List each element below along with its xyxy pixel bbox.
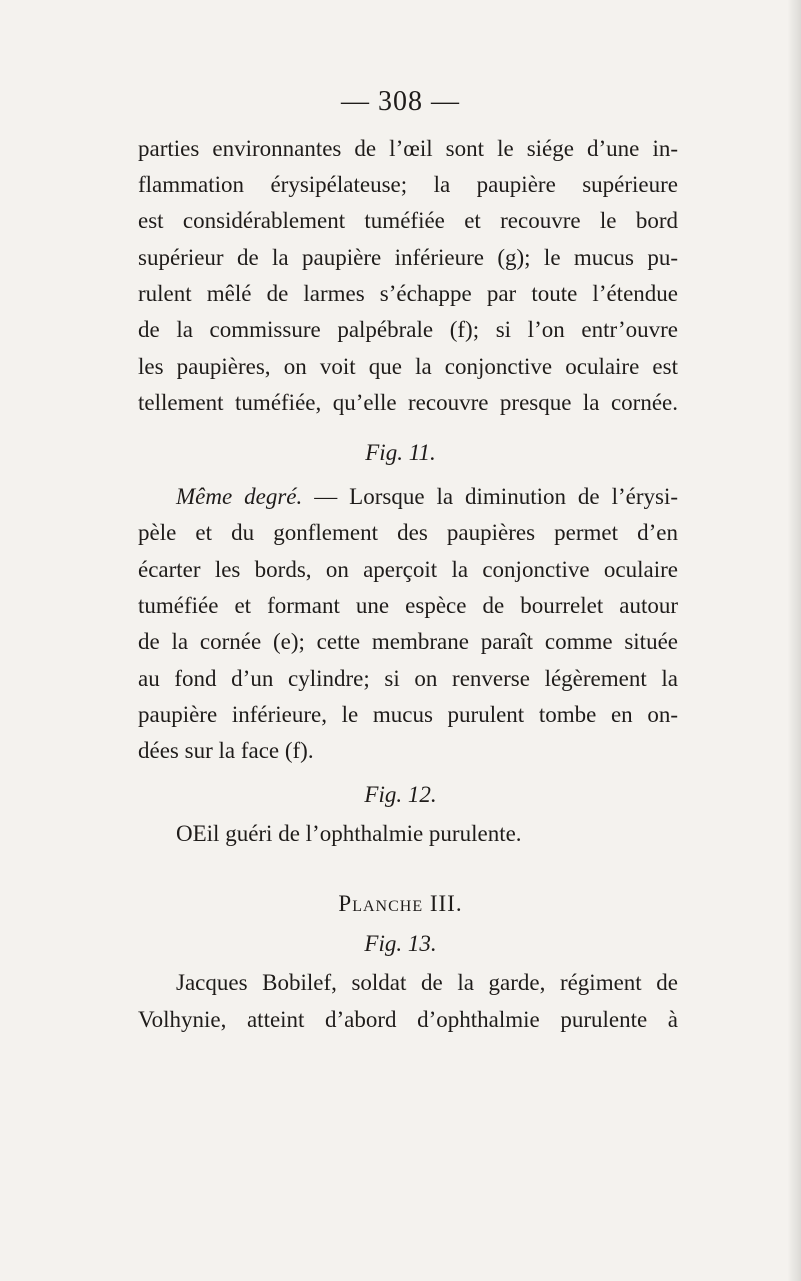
text-line: parties environnantes de l’œil sont le siége d’une in-: [138, 136, 678, 161]
text-line: rulent mêlé de larmes s’échappe par toute l’étendue: [138, 281, 678, 306]
text-line: écarter les bords, on aperçoit la conjonctive oculaire: [138, 557, 678, 582]
text-line: dées sur la face (f).: [138, 738, 314, 763]
text-line: au fond d’un cylindre; si on renverse légèrement la: [138, 666, 678, 691]
text-line: paupière inférieure, le mucus purulent tombe en on-: [138, 702, 678, 727]
text-line: flammation érysipélateuse; la paupière supérieure: [138, 172, 678, 197]
text-line: est considérablement tuméfiée et recouvre le bord: [138, 208, 678, 233]
section-lead: Même degré.: [176, 484, 303, 509]
text-line: supérieur de la paupière inférieure (g); le mucus pu-: [138, 245, 678, 270]
plate-heading: Planche III.: [338, 891, 463, 916]
figure-caption-12: OEil guéri de l’ophthalmie purulente.: [176, 821, 522, 846]
text-line: Volhynie, atteint d’abord d’ophthalmie purulente à: [138, 1007, 678, 1032]
text-span: — Lorsque la diminution de l’érysi-: [302, 484, 679, 509]
text-line: tuméfiée et formant une espèce de bourrelet autour: [138, 593, 678, 618]
text-line: de la cornée (e); cette membrane paraît comme située: [138, 629, 678, 654]
text-line: de la commissure palpébrale (f); si l’on entr’ouvre: [138, 317, 678, 342]
text-line: Jacques Bobilef, soldat de la garde, régiment de: [176, 970, 678, 995]
figure-label-12: Fig. 12.: [364, 782, 437, 807]
text-line-first: [176, 482, 678, 512]
page-edge-shadow: [787, 0, 801, 1281]
text-line: les paupières, on voit que la conjonctive oculaire est: [138, 354, 678, 379]
text-line: tellement tuméfiée, qu’elle recouvre presque la cornée.: [138, 390, 678, 415]
page-number: — 308 —: [341, 86, 460, 117]
figure-label-13: Fig. 13.: [364, 931, 437, 956]
figure-label-11: Fig. 11.: [365, 440, 436, 465]
text-line: pèle et du gonflement des paupières permet d’en: [138, 520, 678, 545]
